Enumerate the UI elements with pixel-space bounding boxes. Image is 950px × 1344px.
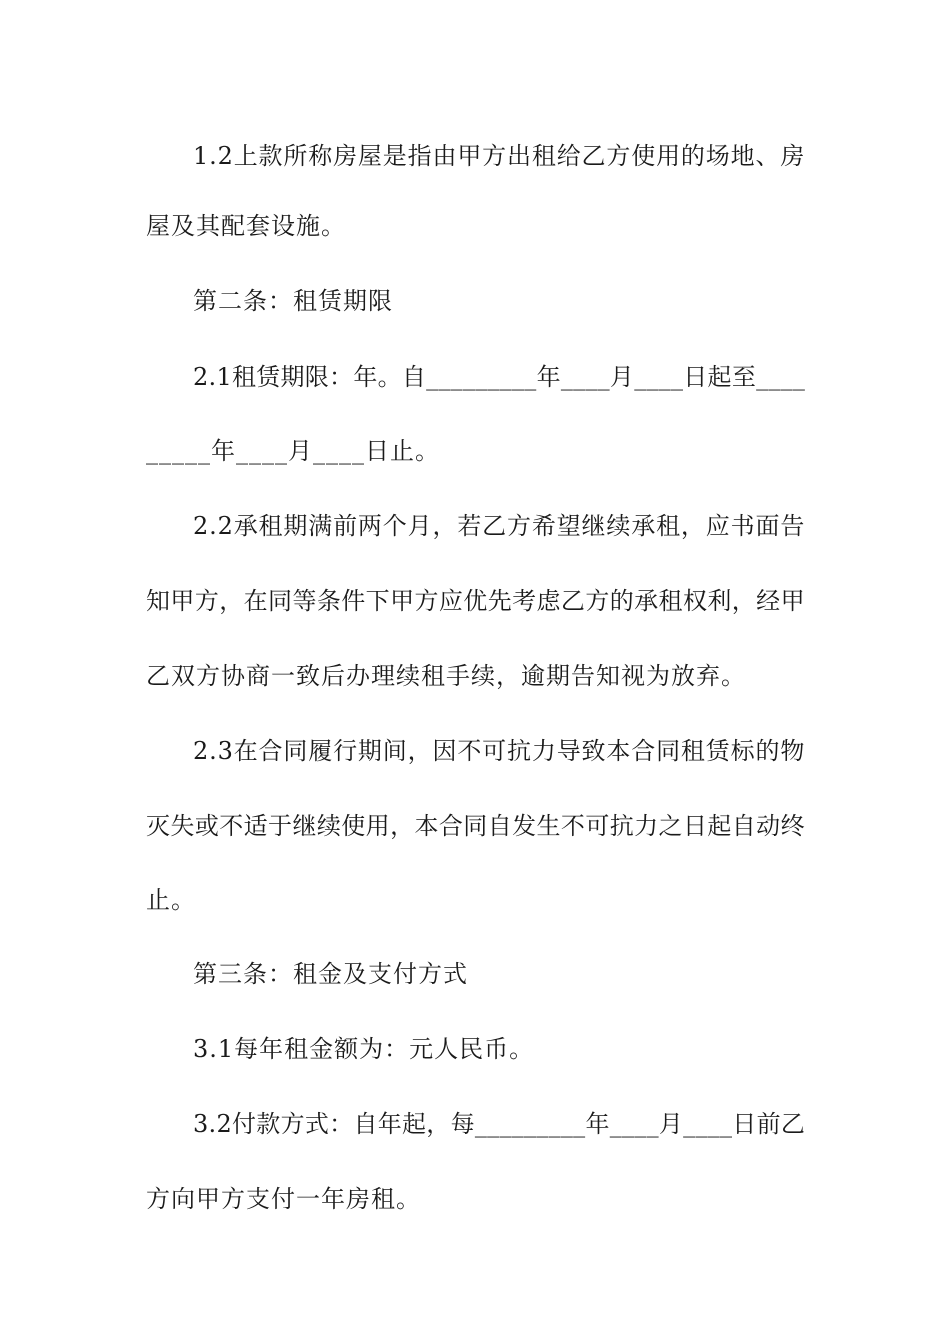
paragraph-2-2-line-3: 乙双方协商一致后办理续租手续，逾期告知视为放弃。: [146, 662, 746, 690]
paragraph-3-2-line-2: 方向甲方支付一年房租。: [146, 1185, 421, 1213]
paragraph-2-2-line-2: 知甲方，在同等条件下甲方应优先考虑乙方的承租权利，经甲: [146, 587, 805, 615]
paragraph-1-2-line-2: 屋及其配套设施。: [146, 212, 346, 240]
section-heading-article-2: 第二条：租赁期限: [193, 287, 393, 315]
paragraph-2-1-line-2: _____年____月____日止。: [146, 437, 440, 465]
paragraph-2-3-line-1: 2.3在合同履行期间，因不可抗力导致本合同租赁标的物: [193, 737, 806, 765]
paragraph-2-2-line-1: 2.2承租期满前两个月，若乙方希望继续承租，应书面告: [193, 512, 806, 540]
paragraph-3-1-line-1: 3.1每年租金额为：元人民币。: [193, 1035, 535, 1063]
paragraph-2-3-line-3: 止。: [146, 886, 196, 914]
paragraph-1-2-line-1: 1.2上款所称房屋是指由甲方出租给乙方使用的场地、房: [193, 142, 806, 170]
paragraph-2-1-line-1: 2.1租赁期限：年。自_________年____月____日起至____: [193, 363, 806, 391]
section-heading-article-3: 第三条：租金及支付方式: [193, 960, 468, 988]
paragraph-2-3-line-2: 灭失或不适于继续使用，本合同自发生不可抗力之日起自动终: [146, 812, 805, 840]
paragraph-3-2-line-1: 3.2付款方式：自年起，每_________年____月____日前乙: [193, 1110, 806, 1138]
